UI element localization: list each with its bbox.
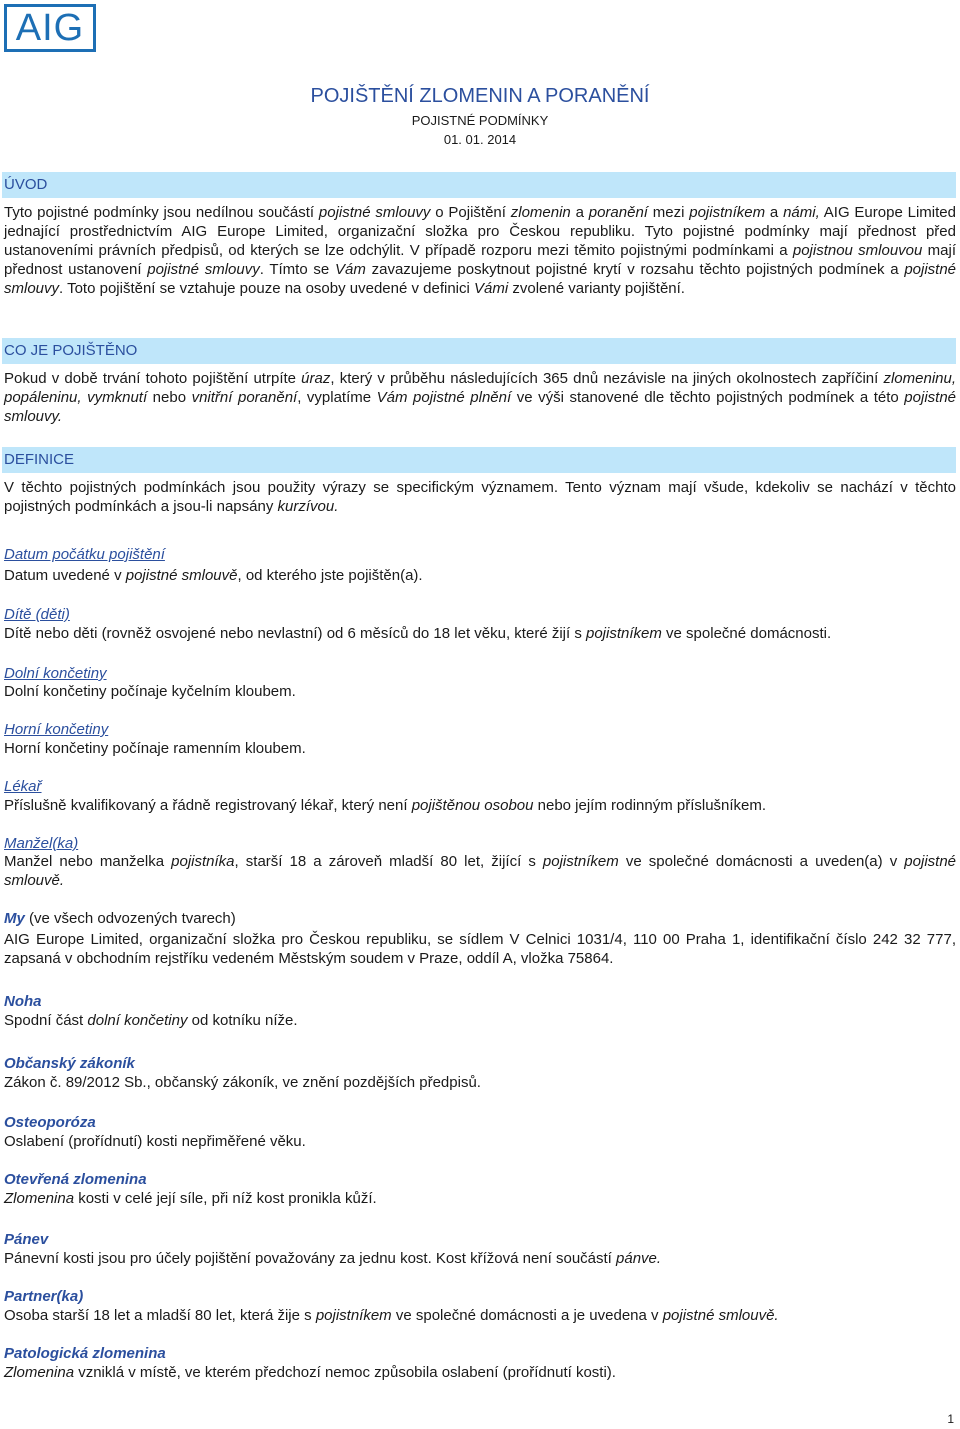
term-dolni-koncetiny: Dolní končetiny [4,665,107,682]
term-osteoporoza-definition: Oslabení (prořídnutí) kosti nepřiměřené věku. [4,1133,306,1150]
page-number: 1 [947,1412,954,1426]
term-manzel: Manžel(ka) [4,835,79,852]
section-heading-uvod: ÚVOD [2,172,956,198]
term-dite: Dítě (děti) [4,606,70,623]
term-otevrena-zlomenina-definition: Zlomenina kosti v celé její síle, při níž kost pronikla kůží. [4,1190,377,1207]
term-partner: Partner(ka) [4,1288,84,1305]
term-my-definition: AIG Europe Limited, organizační složka pro Českou republiku, se sídlem V Celnici 1031/4, 110 00 Praha 1, identifikační číslo 242 32 777, zapsaná v obchodním rejstříku vedeném Městským soudem v Praze, oddíl A, vložka 75864. [4,931,956,967]
uvod-paragraph: Tyto pojistné podmínky jsou nedílnou součástí pojistné smlouvy o Pojištění zlomenin a poranění mezi pojistníkem a námi, AIG Europe Limited jednající prostřednictvím AIG Europe Limited, organizační složka pro Českou republiku. Tyto pojistné podmínky mají přednost před ustanoveními právních předpisů, od kterých se lze odchýlit. V případě rozporu mezi těmito pojistnými podmínkami a pojistnou smlouvou mají přednost ustanovení pojistné smlouvy. Tímto se Vám zavazujeme poskytnout pojistné krytí v rozsahu těchto pojistných podmínek a pojistné smlouvy. Toto pojištění se vztahuje pouze na osoby uvedené v definici Vámi zvolené varianty pojištění. [4,204,957,297]
section-heading-definice: DEFINICE [2,447,956,473]
term-my: My (ve všech odvozených tvarech) [4,910,236,927]
term-horni-koncetiny: Horní končetiny [4,721,109,738]
term-manzel-definition: Manžel nebo manželka pojistníka, starší 18 a zároveň mladší 80 let, žijící s pojistníkem ve společné domácnosti a uveden(a) v pojistné smlouvě. [4,853,956,889]
document-date: 01. 01. 2014 [443,132,517,147]
term-horni-koncetiny-definition: Horní končetiny počínaje ramenním kloubem. [4,740,306,757]
term-noha-definition: Spodní část dolní končetiny od kotníku níže. [4,1012,298,1029]
co-je-paragraph: Pokud v době trvání tohoto pojištění utrpíte úraz, který v průběhu následujících 365 dnů nezávisle na jiných okolnostech zapříčiní zlomeninu, popáleninu, vymknutí nebo vnitřní poranění, vyplatíme Vám pojistné plnění ve výši stanovené dle těchto pojistných podmínek a této pojistné smlouvy. [4,370,957,425]
logo-text: AIG [15,7,85,49]
term-obcansky-zakonik-definition: Zákon č. 89/2012 Sb., občanský zákoník, ve znění pozdějších předpisů. [4,1074,481,1091]
document-title: POJIŠTĚNÍ ZLOMENIN A PORANĚNÍ [310,85,650,107]
term-noha: Noha [4,993,42,1010]
term-dite-definition: Dítě nebo děti (rovněž osvojené nebo nevlastní) od 6 měsíců do 18 let věku, které žijí s pojistníkem ve společné domácnosti. [4,625,832,642]
term-datum-pocatku-definition: Datum uvedené v pojistné smlouvě, od kterého jste pojištěn(a). [4,567,423,584]
document-subtitle: POJISTNÉ PODMÍNKY [411,113,549,128]
term-patologicka-zlomenina: Patologická zlomenina [4,1345,166,1362]
title-block [0,84,960,149]
term-obcansky-zakonik: Občanský zákoník [4,1055,135,1072]
term-patologicka-zlomenina-definition: Zlomenina vzniklá v místě, ve kterém předchozí nemoc způsobila oslabení (prořídnutí kosti). [4,1364,616,1381]
term-dolni-koncetiny-definition: Dolní končetiny počínaje kyčelním kloubem. [4,683,296,700]
section-heading-co-je-pojisteno: CO JE POJIŠTĚNO [2,338,956,364]
term-lekar: Lékař [4,778,42,795]
term-datum-pocatku: Datum počátku pojištění [4,546,165,563]
term-panev: Pánev [4,1231,49,1248]
term-panev-definition: Pánevní kosti jsou pro účely pojištění považovány za jednu kost. Kost křížová není součástí pánve. [4,1250,662,1267]
definice-paragraph: V těchto pojistných podmínkách jsou použity výrazy se specifickým významem. Tento význam mají všude, kdekoliv se nachází v těchto pojistných podmínkách a jsou-li napsány kurzívou. [4,479,956,515]
term-otevrena-zlomenina: Otevřená zlomenina [4,1171,147,1188]
aig-logo [4,4,96,52]
term-lekar-definition: Příslušně kvalifikovaný a řádně registrovaný lékař, který není pojištěnou osobou nebo jejím rodinným příslušníkem. [4,797,767,814]
term-partner-definition: Osoba starší 18 let a mladší 80 let, která žije s pojistníkem ve společné domácnosti a je uvedena v pojistné smlouvě. [4,1307,779,1324]
term-osteoporoza: Osteoporóza [4,1114,96,1131]
